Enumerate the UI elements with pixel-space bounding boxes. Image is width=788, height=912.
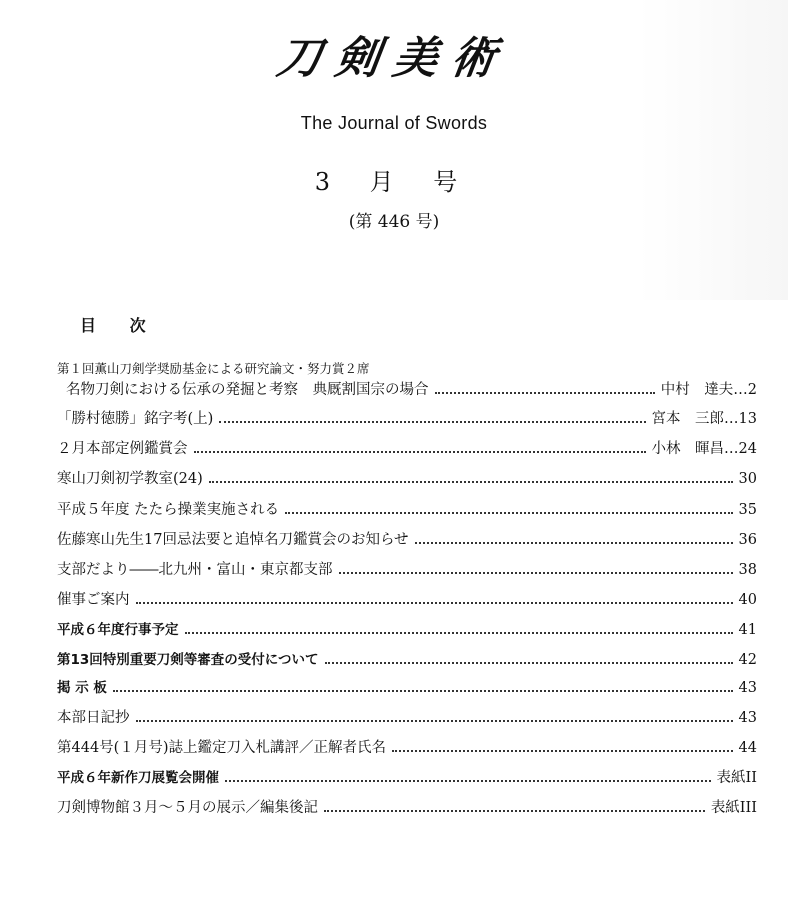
toc-entry-page: 35 — [738, 502, 757, 518]
toc-entry-title: 第13回特別重要刀剣等審査の受付について — [57, 652, 319, 668]
award-note: 第１回薫山刀剣学奨励基金による研究論文・努力賞２席 — [57, 361, 370, 376]
toc-leader-dots — [225, 779, 711, 782]
toc-entry — [57, 796, 757, 818]
toc-entry-page: 24 — [738, 441, 757, 457]
toc-ellipsis: … — [733, 382, 748, 398]
toc-entry — [57, 618, 757, 640]
toc-leader-dots — [324, 809, 705, 812]
toc-entry-title: 本部日記抄 — [57, 710, 130, 726]
toc-entry-page: 30 — [738, 471, 757, 487]
toc-ellipsis: … — [724, 411, 739, 427]
toc-leader-dots — [285, 511, 732, 514]
toc-entry-title: 平成５年度 たたら操業実施される — [57, 502, 280, 518]
toc-entry — [57, 467, 757, 489]
toc-entry — [57, 766, 757, 788]
toc-entry-title: 平成６年度行事予定 — [57, 622, 179, 638]
toc-entry-title: 刀剣博物館３月～５月の展示／編集後記 — [57, 800, 318, 816]
toc-entry-page: 36 — [738, 532, 757, 548]
issue-month: 3 月 号 — [314, 168, 474, 196]
toc-entry-page: 2 — [747, 382, 757, 398]
toc-entry-page: 42 — [738, 652, 757, 668]
toc-leader-dots — [415, 541, 733, 544]
toc-entry-title: 平成６年新作刀展覧会開催 — [57, 770, 219, 786]
toc-entry — [57, 706, 757, 728]
toc-entry-title: 佐藤寒山先生17回忌法要と追悼名刀鑑賞会のお知らせ — [57, 532, 409, 548]
toc-entry-author: 宮本 三郎 — [651, 411, 725, 427]
toc-entry-title: 「勝村徳勝」銘字考(上) — [57, 411, 214, 427]
toc-leader-dots — [209, 480, 733, 483]
toc-leader-dots — [113, 689, 733, 692]
toc-entry — [57, 648, 757, 670]
toc-leader-dots — [136, 719, 733, 722]
toc-entry — [57, 558, 757, 580]
toc-entry — [57, 528, 757, 550]
toc-entry-page: 43 — [738, 680, 757, 696]
toc-entry-title: 掲 示 板 — [57, 680, 107, 696]
toc-entry-page: 表紙II — [716, 770, 757, 786]
toc-entry — [57, 736, 757, 758]
toc-entry-title: 支部だより――北九州・富山・東京都支部 — [57, 562, 333, 578]
toc-leader-dots — [339, 571, 733, 574]
issue-number: (第 446 号) — [348, 212, 440, 232]
toc-leader-dots — [136, 601, 733, 604]
journal-title-japanese: 刀剣美術 — [273, 33, 513, 84]
toc-leader-dots — [392, 749, 733, 752]
toc-entry-title: 名物刀剣における伝承の発掘と考察 典厩割国宗の場合 — [66, 382, 429, 398]
toc-entry-title: 催事ご案内 — [57, 592, 130, 608]
toc-leader-dots — [185, 631, 733, 634]
toc-entry-page: 40 — [738, 592, 757, 608]
toc-entry-author: 小林 暉昌 — [651, 441, 725, 457]
toc-entry — [57, 407, 757, 429]
toc-entry-title: 寒山刀剣初学教室(24) — [57, 471, 203, 487]
toc-entry — [57, 588, 757, 610]
toc-entry — [57, 676, 757, 698]
toc-entry-title: 第444号(１月号)誌上鑑定刀入札講評／正解者氏名 — [57, 740, 386, 756]
toc-entry — [66, 378, 757, 400]
toc-entry — [57, 498, 757, 520]
toc-entry-page: 44 — [738, 740, 757, 756]
toc-entry-page: 表紙III — [710, 800, 757, 816]
toc-entry-page: 13 — [738, 411, 757, 427]
toc-entry-page: 41 — [738, 622, 757, 638]
toc-leader-dots — [435, 391, 655, 394]
toc-leader-dots — [325, 661, 733, 664]
toc-entry-author: 中村 達夫 — [660, 382, 734, 398]
toc-heading: 目 次 — [80, 316, 160, 335]
toc-entry — [57, 437, 757, 459]
toc-entry-page: 43 — [738, 710, 757, 726]
toc-leader-dots — [219, 420, 645, 423]
toc-entry-page: 38 — [738, 562, 757, 578]
journal-title-english: The Journal of Swords — [300, 113, 488, 133]
toc-ellipsis: … — [724, 441, 739, 457]
toc-entry-title: ２月本部定例鑑賞会 — [57, 441, 188, 457]
toc-leader-dots — [194, 450, 646, 453]
